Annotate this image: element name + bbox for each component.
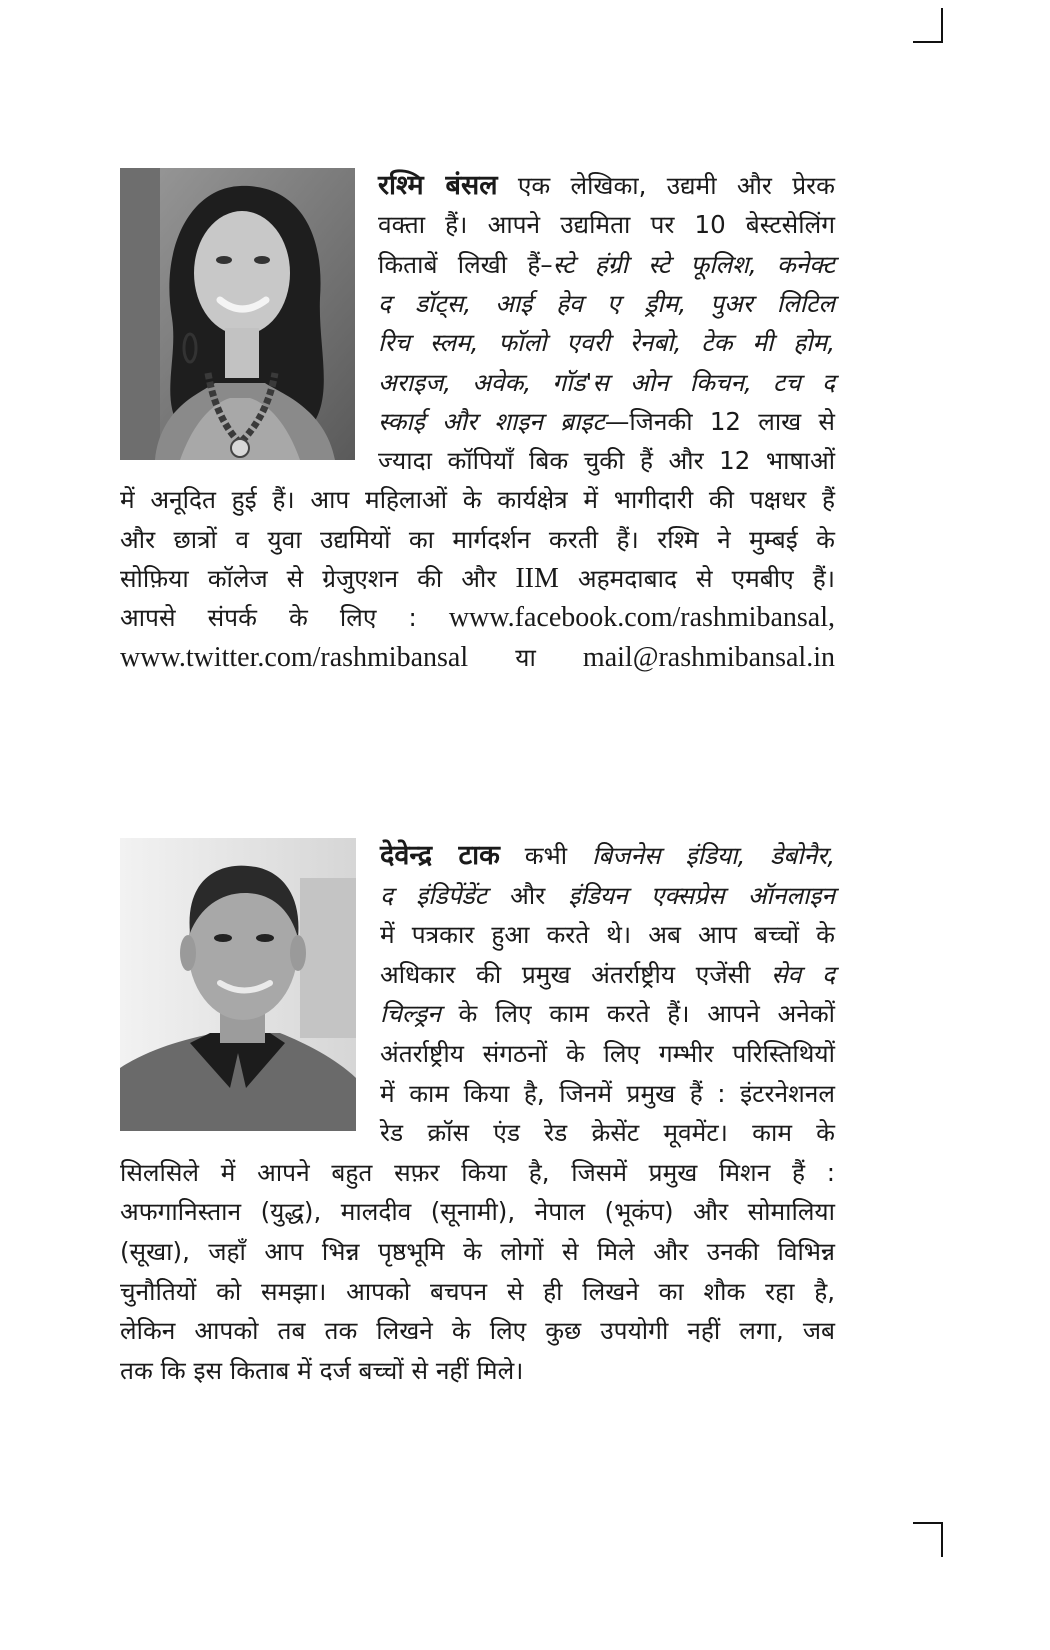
bio-text: स्टे हंग्री स्टे फूलिश, कनेक्ट: [552, 249, 835, 279]
bio-line: [120, 1313, 835, 1349]
bio-text: तक कि इस किताब में दर्ज बच्चों से नहीं मिले।: [120, 1355, 524, 1385]
bio-text: आपसे संपर्क के लिए :: [120, 603, 449, 633]
bio-text: स्काई और शाइन ब्राइट: [378, 406, 605, 436]
bio-text: रिच स्लम, फॉलो एवरी रेनबो, टेक मी होम,: [378, 328, 835, 358]
portrait-woman-image: [120, 168, 355, 460]
bio-text: अहमदाबाद से एमबीए हैं।: [558, 564, 835, 593]
bio-text: चुनौतियों को समझा। आपको बचपन से ही लिखने का शौक रहा है,: [120, 1276, 835, 1306]
bio-line: [378, 207, 835, 243]
crop-mark-bottom-h: [913, 1522, 941, 1524]
bio-text: किताबें लिखी हैं–: [378, 249, 553, 279]
bio-text: अंतर्राष्ट्रीय संगठनों के लिए गम्भीर परिस्तिथियों: [380, 1039, 835, 1068]
bio-line: [380, 917, 835, 953]
bio-line: [378, 247, 835, 283]
bio-line: [120, 1353, 835, 1389]
bio-line: [380, 838, 835, 874]
bio-text: लेकिन आपको तब तक लिखने के लिए कुछ उपयोगी नहीं लगा, जब: [120, 1316, 835, 1346]
bio-text: द डॉट्स, आई हेव ए ड्रीम, पुअर लिटिल: [378, 288, 835, 318]
crop-mark-top-h: [913, 41, 941, 43]
bio-line: [120, 600, 835, 636]
bio-text: ज्यादा कॉपियाँ बिक चुकी हैं और 12 भाषाओं: [378, 446, 835, 476]
bio-text: चिल्ड्रन: [380, 999, 441, 1029]
author-photo-devendra: [120, 838, 356, 1131]
bio-line: [378, 443, 835, 479]
bio-text: IIM: [515, 563, 559, 594]
bio-text: इंडियन एक्सप्रेस ऑनलाइन: [568, 880, 835, 910]
bio-text: अफगानिस्तान (युद्ध), मालदीव (सूनामी), नेपाल (भूकंप) और सोमालिया: [120, 1197, 835, 1227]
bio-text: बिजनेस इंडिया, डेबोनैर,: [591, 841, 835, 870]
author-name: देवेन्द्र टाक: [380, 840, 500, 871]
crop-mark-top-v: [941, 8, 943, 43]
bio-text: एक लेखिका, उद्यमी और प्रेरक: [497, 171, 835, 200]
bio-line: [120, 1274, 835, 1310]
bio-line: [380, 1115, 835, 1151]
bio-text: रेड क्रॉस एंड रेड क्रेसेंट मूवमेंट। काम के: [380, 1118, 835, 1148]
bio-line: [120, 1194, 835, 1230]
bio-line: [380, 878, 835, 914]
bio-line: [378, 286, 835, 322]
bio-text: सोफ़िया कॉलेज से ग्रेजुएशन की और: [120, 564, 516, 593]
bio-text: में अनूदित हुई हैं। आप महिलाओं के कार्यक्षेत्र में भागीदारी की पक्षधर हैं: [120, 485, 835, 515]
bio-text: में पत्रकार हुआ करते थे। अब आप बच्चों के: [380, 920, 835, 950]
bio-line: [378, 325, 835, 361]
bio-line: [380, 1076, 835, 1112]
bio-line: [120, 1155, 835, 1191]
bio-text: www.twitter.com/rashmibansal: [120, 641, 469, 673]
bio-line: [378, 168, 835, 204]
bio-text: अराइज, अवेक, गॉड'स ओन किचन, टच द: [378, 367, 835, 397]
bio-line: [378, 365, 835, 401]
author-photo-rashmi: [120, 168, 355, 460]
author-name: रश्मि बंसल: [378, 170, 498, 201]
bio-line: [120, 561, 835, 597]
bio-text: में काम किया है, जिनमें प्रमुख हैं : इंटरनेशनल: [380, 1078, 835, 1108]
bio-line: [120, 640, 835, 676]
bio-line: [120, 1234, 835, 1270]
bio-line: [380, 996, 835, 1032]
bio-text: और छात्रों व युवा उद्यमियों का मार्गदर्शन करती हैं। रश्मि ने मुम्बई के: [120, 524, 835, 554]
portrait-man-image: [120, 838, 356, 1131]
bio-line: [380, 1036, 835, 1072]
bio-line: [120, 482, 835, 518]
bio-text: द इंडिपेंडेंट: [380, 880, 487, 910]
bio-text: वक्ता हैं। आपने उद्यमिता पर 10 बेस्टसेलिंग: [378, 210, 835, 240]
bio-text: सेव द: [771, 959, 836, 989]
bio-text: के लिए काम करते हैं। आपने अनेकों: [440, 999, 835, 1029]
bio-text: सिलसिले में आपने बहुत सफ़र किया है, जिसमें प्रमुख मिशन हैं :: [120, 1157, 835, 1187]
bio-text: —जिनकी 12 लाख से: [604, 406, 835, 436]
bio-text: कभी: [499, 841, 592, 870]
crop-mark-bottom-v: [941, 1522, 943, 1557]
bio-text: (सूखा), जहाँ आप भिन्न पृष्ठभूमि के लोगों से मिले और उनकी विभिन्न: [120, 1237, 835, 1266]
bio-line: [120, 522, 835, 558]
bio-text: mail@rashmibansal.in: [582, 641, 835, 673]
bio-line: [380, 957, 835, 993]
bio-text: www.facebook.com/rashmibansal,: [448, 602, 835, 634]
bio-line: [378, 404, 835, 440]
bio-text: या: [468, 642, 583, 672]
bio-text: अधिकार की प्रमुख अंतर्राष्ट्रीय एजेंसी: [380, 959, 772, 989]
bio-text: और: [487, 880, 569, 910]
